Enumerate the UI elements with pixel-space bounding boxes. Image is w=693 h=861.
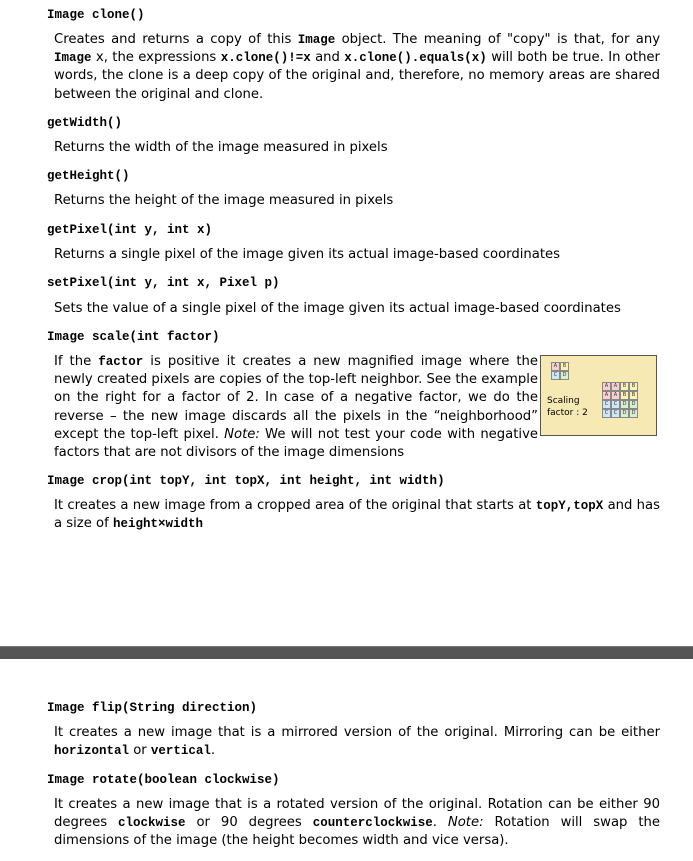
getwidth-description: Returns the width of the image measured in pixels (54, 140, 388, 155)
big-cell: C (602, 409, 611, 418)
big-cell: A (611, 391, 620, 400)
setpixel-signature: setPixel(int y, int x, Pixel p) (47, 276, 280, 290)
scaling-figure (540, 355, 657, 436)
getheight-description: Returns the height of the image measured in pixels (54, 193, 394, 208)
big-cell: C (611, 400, 620, 409)
scale-signature: Image scale(int factor) (47, 330, 220, 344)
small-cell: B (560, 362, 569, 371)
rotate-description: It creates a new image that is a rotated version of the original. Rotation can be either 90 degrees clockwise or 90 degrees counterclockwise. Note: Rotation will swap the dimensions of the image (the height becomes width and vice versa). (54, 797, 660, 849)
small-cell: D (560, 371, 569, 380)
getpixel-description: Returns a single pixel of the image given its actual image-based coordinates (54, 247, 560, 262)
setpixel-description: Sets the value of a single pixel of the image given its actual image-based coordinates (54, 301, 621, 316)
page-separator (0, 646, 693, 659)
big-cell: A (611, 382, 620, 391)
flip-description: It creates a new image that is a mirrored version of the original. Mirroring can be either horizontal or vertical. (54, 725, 660, 759)
big-cell: A (602, 382, 611, 391)
scale-description: If the factor is positive it creates a new magnified image where the newly created pixels are copies of the top-left neighbor. See the example on the right for a factor of 2. In case of a negative factor, we do the reverse – the new image discards all the pixels in the “neighborhood” except the top-left pixel. Note: We will not test your code with negative factors that are not divisors of the image dimensions (54, 354, 538, 461)
getheight-signature: getHeight() (47, 169, 130, 183)
clone-description: Creates and returns a copy of this Image object. The meaning of "copy" is that, for any Image x, the expressions x.clone()!=x and x.clone().equals(x) will both be true. In other words, the clone is a deep copy of the original and, therefore, no memory areas are shared between the original and clone. (54, 32, 660, 102)
big-cell: B (629, 391, 638, 400)
getpixel-signature: getPixel(int y, int x) (47, 223, 213, 237)
big-cell: D (629, 400, 638, 409)
crop-signature: Image crop(int topY, int topX, int height, int width) (47, 474, 445, 488)
crop-description: It creates a new image from a cropped area of the original that starts at topY,topX and has a size of height×width (54, 498, 660, 532)
big-cell: B (620, 391, 629, 400)
small-cell: C (551, 371, 560, 380)
big-cell: D (620, 400, 629, 409)
big-cell: C (611, 409, 620, 418)
big-cell: B (620, 382, 629, 391)
factor-label: factor : 2 (547, 408, 588, 418)
big-cell: A (602, 391, 611, 400)
getwidth-signature: getWidth() (47, 116, 123, 130)
small-cell: A (551, 362, 560, 371)
flip-signature: Image flip(String direction) (47, 701, 258, 715)
clone-signature: Image clone() (47, 8, 145, 22)
big-cell: D (620, 409, 629, 418)
big-cell: C (602, 400, 611, 409)
rotate-signature: Image rotate(boolean clockwise) (47, 773, 280, 787)
scaling-label: Scaling (547, 396, 580, 406)
big-cell: D (629, 409, 638, 418)
big-cell: B (629, 382, 638, 391)
